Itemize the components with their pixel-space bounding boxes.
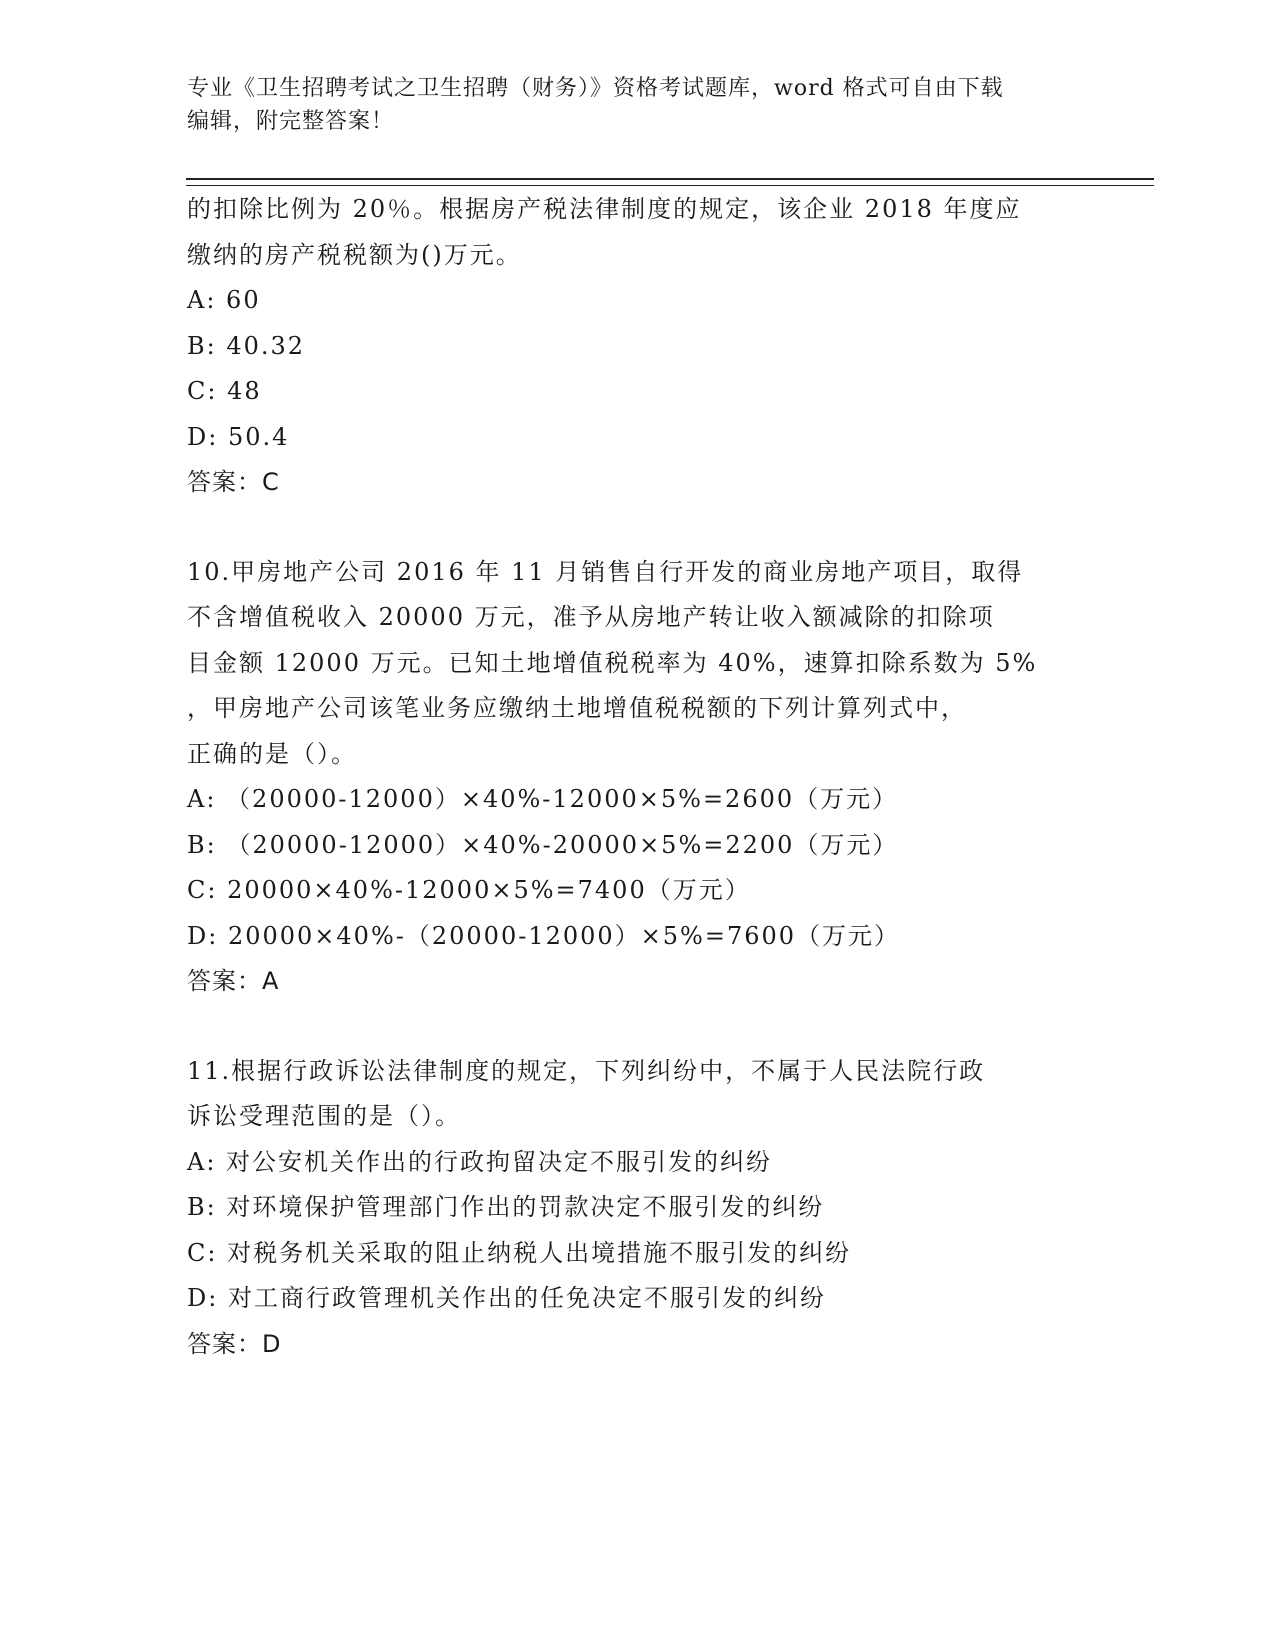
question-stem-line: 不含增值税收入 20000 万元，准予从房地产转让收入额减除的扣除项 xyxy=(187,603,995,631)
question-stem-line: ，甲房地产公司该笔业务应缴纳土地增值税税额的下列计算列式中， xyxy=(187,694,967,722)
header-title-line-2: 编辑，附完整答案！ xyxy=(187,109,395,134)
option-d: D: 50.4 xyxy=(187,422,290,451)
question-stem-line: 缴纳的房产税税额为()万元。 xyxy=(187,240,522,269)
option-b: B: （20000-12000）×40%-20000×5%=2200（万元） xyxy=(187,830,899,859)
header-divider xyxy=(186,178,1154,186)
question-11 xyxy=(187,1049,1087,1368)
option-a: A: 60 xyxy=(187,286,261,314)
question-stem-line: 诉讼受理范围的是（）。 xyxy=(187,1102,461,1130)
option-d: D: 对工商行政管理机关作出的任免决定不服引发的纠纷 xyxy=(187,1284,826,1312)
option-b: B: 40.32 xyxy=(187,331,306,360)
answer-line: 答案：C xyxy=(187,468,280,496)
question-9 xyxy=(187,187,1087,506)
question-stem-line: 10.甲房地产公司 2016 年 11 月销售自行开发的商业房地产项目，取得 xyxy=(187,557,1024,586)
option-a: A: （20000-12000）×40%-12000×5%=2600（万元） xyxy=(187,785,899,813)
option-d: D: 20000×40%-（20000-12000）×5%=7600（万元） xyxy=(187,921,901,950)
question-stem-line: 目金额 12000 万元。已知土地增值税税率为 40%，速算扣除系数为 5% xyxy=(187,648,1038,677)
question-10 xyxy=(187,550,1087,1005)
question-stem-line: 的扣除比例为 20％。根据房产税法律制度的规定，该企业 2018 年度应 xyxy=(187,195,1022,223)
option-b: B: 对环境保护管理部门作出的罚款决定不服引发的纠纷 xyxy=(187,1193,825,1221)
option-c: C: 对税务机关采取的阻止纳税人出境措施不服引发的纠纷 xyxy=(187,1238,852,1267)
page-header xyxy=(187,72,1087,138)
header-title-line-1: 专业《卫生招聘考试之卫生招聘（财务）》资格考试题库，word 格式可自由下载 xyxy=(187,76,1004,101)
document-body xyxy=(187,187,1087,1367)
answer-line: 答案：A xyxy=(187,967,280,995)
question-stem-line: 正确的是（）。 xyxy=(187,739,357,768)
question-stem-line: 11.根据行政诉讼法律制度的规定，下列纠纷中，不属于人民法院行政 xyxy=(187,1056,986,1085)
option-a: A: 对公安机关作出的行政拘留决定不服引发的纠纷 xyxy=(187,1147,773,1176)
answer-line: 答案：D xyxy=(187,1329,282,1358)
option-c: C: 48 xyxy=(187,377,262,405)
option-c: C: 20000×40%-12000×5%=7400（万元） xyxy=(187,876,751,904)
